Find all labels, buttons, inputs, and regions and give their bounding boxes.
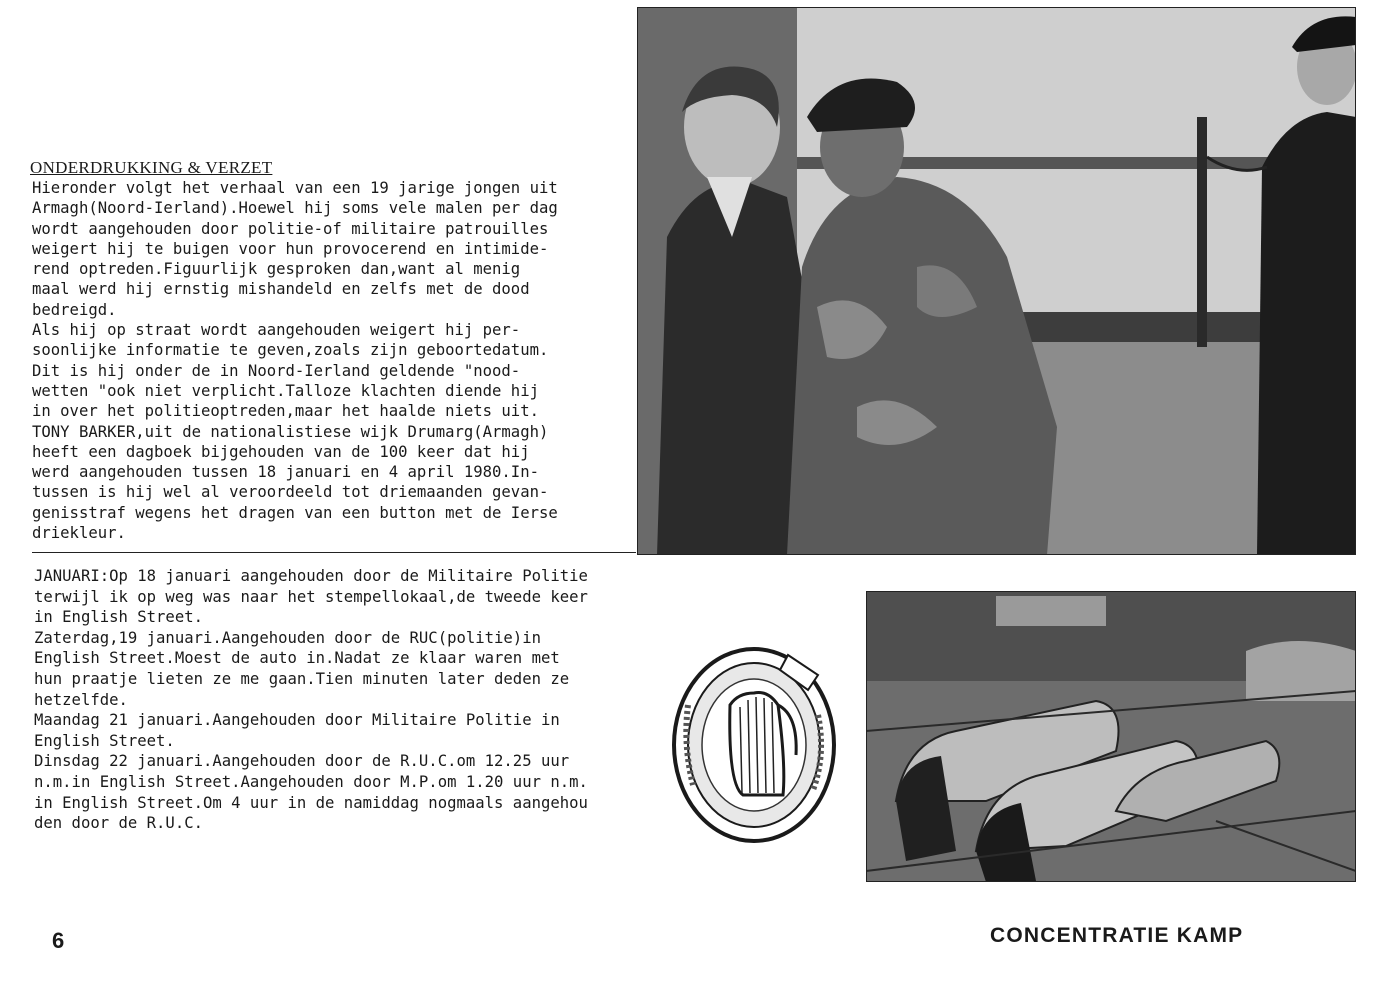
text-line: Dit is hij onder de in Noord-Ierland geldende "nood- xyxy=(32,361,521,380)
text-line: terwijl ik op weg was naar het stempellokaal,de tweede keer xyxy=(34,587,588,606)
diary-text xyxy=(34,566,638,834)
text-line: den door de R.U.C. xyxy=(34,814,203,833)
text-line: wordt aangehouden door politie-of militaire patrouilles xyxy=(32,219,549,238)
text-line: Armagh(Noord-Ierland).Hoewel hij soms vele malen per dag xyxy=(32,199,558,218)
text-line: tussen is hij wel al veroordeeld tot driemaanden gevan- xyxy=(32,483,549,502)
text-line: weigert hij te buigen voor hun provocerend en intimide- xyxy=(32,239,549,258)
text-line: werd aangehouden tussen 18 januari en 4 april 1980.In- xyxy=(32,463,539,482)
photo-illustration xyxy=(637,7,1356,555)
text-line: driekleur. xyxy=(32,524,126,543)
story-text xyxy=(32,178,632,543)
section-divider xyxy=(32,552,636,553)
emblem-illustration xyxy=(668,645,840,845)
section-title: ONDERDRUKKING & VERZET xyxy=(30,158,273,177)
page-number: 6 xyxy=(52,928,65,953)
text-line: rend optreden.Figuurlijk gesproken dan,want al menig xyxy=(32,260,521,279)
text-line: maal werd hij ernstig mishandeld en zelfs met de dood xyxy=(32,280,530,299)
text-line: Als hij op straat wordt aangehouden weigert hij per- xyxy=(32,321,521,340)
text-line: hun praatje lieten ze me gaan.Tien minuten later deden ze xyxy=(34,669,570,688)
text-line: hetzelfde. xyxy=(34,690,128,709)
text-line: genisstraf wegens het dragen van een button met de Ierse xyxy=(32,503,558,522)
photo-camp-huts-aerial xyxy=(866,591,1356,882)
text-line: English Street.Moest de auto in.Nadat ze klaar waren met xyxy=(34,649,560,668)
text-line: in over het politieoptreden,maar het haalde niets uit. xyxy=(32,402,539,421)
text-line: soonlijke informatie te geven,zoals zijn geboortedatum. xyxy=(32,341,549,360)
camp-illustration xyxy=(866,591,1356,882)
photo-soldiers-stopping-man xyxy=(637,7,1356,555)
text-line: Zaterdag,19 januari.Aangehouden door de RUC(politie)in xyxy=(34,628,541,647)
text-line: wetten "ook niet verplicht.Talloze klachten diende hij xyxy=(32,381,539,400)
text-line: heeft een dagboek bijgehouden van de 100 keer dat hij xyxy=(32,442,530,461)
text-line: in English Street.Om 4 uur in de namiddag nogmaals aangehou xyxy=(34,793,588,812)
text-line: JANUARI:Op 18 januari aangehouden door de Militaire Politie xyxy=(34,567,588,585)
text-line: English Street. xyxy=(34,731,175,750)
footer-title: CONCENTRATIE KAMP xyxy=(990,924,1244,947)
text-line: Hieronder volgt het verhaal van een 19 jarige jongen uit xyxy=(32,179,558,197)
text-line: TONY BARKER,uit de nationalistiese wijk Drumarg(Armagh) xyxy=(32,422,549,441)
text-line: n.m.in English Street.Aangehouden door M.P.om 1.20 uur n.m. xyxy=(34,772,588,791)
text-line: in English Street. xyxy=(34,608,203,627)
text-line: Maandag 21 januari.Aangehouden door Militaire Politie in xyxy=(34,711,560,730)
text-line: Dinsdag 22 januari.Aangehouden door de R.U.C.om 12.25 uur xyxy=(34,752,570,771)
text-line: bedreigd. xyxy=(32,300,117,319)
harp-emblem xyxy=(668,645,840,845)
